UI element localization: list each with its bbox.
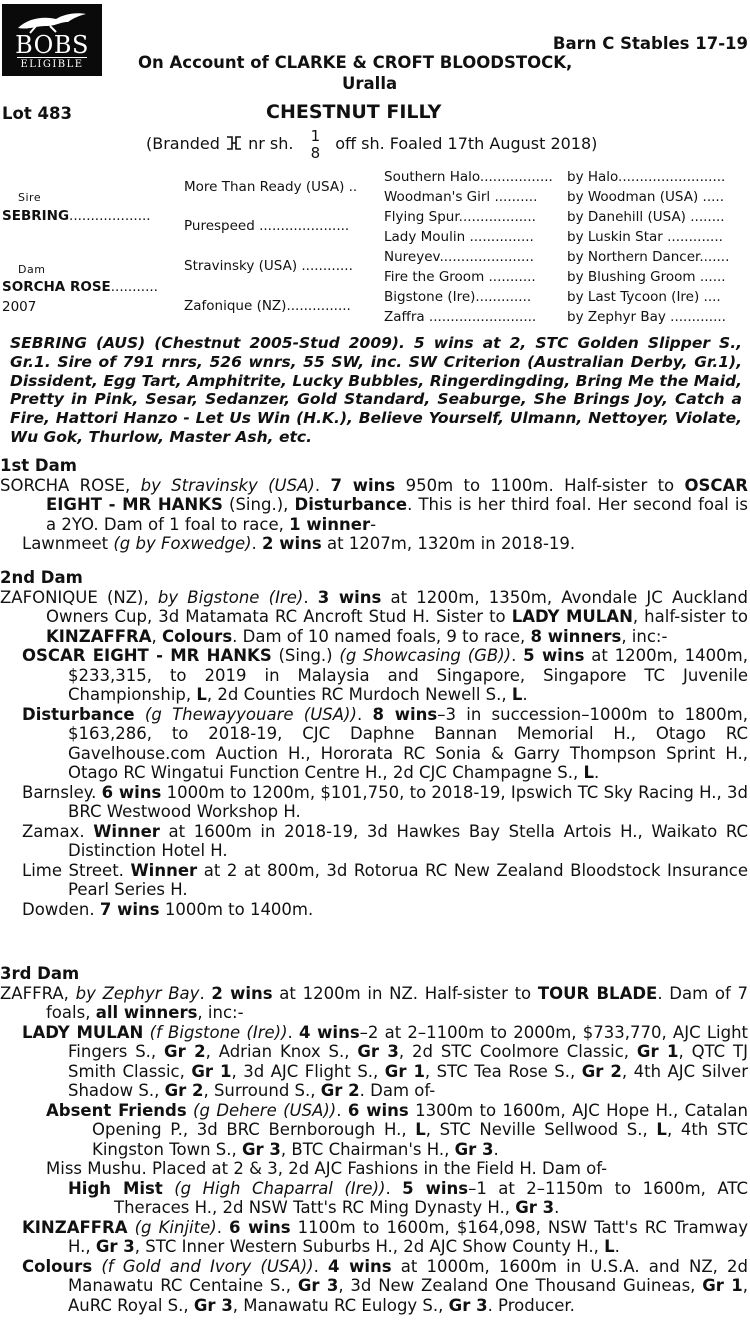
text-run: Gr 3	[448, 1295, 488, 1315]
text-run: Gr 2	[164, 1081, 204, 1100]
text-run: L	[511, 685, 523, 704]
gen3-0: Southern Halo.................	[384, 169, 553, 185]
text-run: ZAFFRA,	[0, 983, 76, 1003]
progeny-colours	[0, 1257, 748, 1316]
text-run: (Sing.),	[222, 495, 295, 514]
text-run: by Stravinsky (USA)	[140, 475, 315, 495]
gen3-2: Flying Spur..................	[384, 209, 536, 225]
text-run: , STC Neville Sellwood S.,	[425, 1120, 657, 1139]
gen3-1: Woodman's Girl ..........	[384, 189, 538, 205]
text-run: Gr 3	[454, 1139, 494, 1159]
second-dam-heading: 2nd Dam	[0, 568, 83, 587]
text-run: 6 wins	[229, 1217, 291, 1237]
text-run: Absent Friends	[46, 1100, 187, 1120]
dam-label	[18, 260, 45, 280]
gen3-sire-0: by Halo.........................	[567, 169, 726, 185]
gen3-sire-1: by Woodman (USA) .....	[567, 189, 724, 205]
text-run	[135, 705, 145, 724]
brand-mid: nr sh.	[248, 134, 294, 153]
text-run: Gr 1	[702, 1276, 743, 1295]
text-run: Gr 2	[164, 1042, 206, 1061]
text-run: Gr 3	[515, 1198, 555, 1217]
progeny-lime-street	[0, 861, 748, 900]
text-run: .	[493, 1139, 499, 1159]
logo-word: BOBS	[15, 31, 89, 59]
text-run: .	[303, 587, 318, 607]
text-run: 7 wins	[330, 475, 396, 495]
text-run: ZAFONIQUE (NZ),	[0, 587, 158, 607]
text-run: , 4th AJC Silver Shadow S.,	[68, 1061, 748, 1100]
progeny-disturbance	[0, 705, 748, 783]
text-run: L	[656, 1120, 667, 1139]
text-run: SORCHA ROSE,	[0, 475, 141, 495]
first-dam-section	[0, 456, 748, 554]
text-run: 950m to 1100m. Half-sister to	[395, 475, 685, 495]
gen2-1: Purespeed .....................	[184, 218, 350, 234]
text-run: Zamax.	[22, 821, 94, 841]
text-run: , 3d AJC Flight S.,	[231, 1061, 385, 1081]
second-dam-section	[0, 568, 748, 919]
text-run: at 1200m, 1400m, $233,315, to 2019 in Malaysia and Singapore, Singapore TC Juvenile Championship,	[68, 646, 748, 704]
brand-prefix: (Branded	[146, 134, 220, 153]
text-run: ,	[151, 626, 162, 646]
text-run: at 1200m in NZ. Half-sister to	[272, 983, 538, 1003]
barn-location: Barn C Stables 17-19	[552, 34, 748, 53]
text-run: –3 in succession–1000m to 1800m, $163,286, to 2018-19, CJC Daphne Bannan Memorial H., Otago RC Gavelhouse.com Auction H., Hororata RC Sonia & Garry Thompson Sprint H., Otago RC Wingatui Function Centre H., 2d CJC Champagne S.,	[68, 704, 748, 782]
gen3-sire-2: by Danehill (USA) ........	[567, 209, 725, 225]
bobs-eligible-logo	[2, 4, 102, 76]
text-run: 8 wins	[372, 704, 438, 724]
text-run: .	[511, 646, 524, 665]
text-run: .	[522, 685, 528, 704]
text-run: 4 wins	[298, 1022, 360, 1042]
sire-name: SEBRING	[2, 208, 70, 224]
first-dam-progeny	[0, 534, 748, 554]
text-run: (f Gold and Ivory (USA))	[101, 1256, 314, 1276]
text-run: .	[356, 704, 373, 724]
text-run: Gr 3	[297, 1276, 339, 1295]
text-run: .	[199, 983, 212, 1003]
text-run: 1000m to 1200m, $101,750, to 2018-19, Ipswich TC Sky Racing H., 3d BRC Westwood Workshop H.	[68, 782, 748, 821]
gen2-3: Zafonique (NZ)...............	[184, 298, 351, 314]
text-run: Winner	[93, 821, 160, 841]
text-run: .	[336, 1100, 348, 1120]
gen3-5: Fire the Groom ...........	[384, 269, 536, 285]
text-run: Gr 3	[241, 1139, 281, 1159]
sire-dots: ...................	[69, 208, 151, 224]
text-run: , Adrian Knox S.,	[205, 1042, 358, 1061]
text-run: at 1600m in 2018-19, 3d Hawkes Bay Stella Artois H., Waikato RC Distinction Hotel H.	[68, 821, 748, 860]
text-run: .	[313, 1256, 328, 1276]
text-run: (g High Chaparral (Ire))	[174, 1178, 386, 1198]
first-dam-heading: 1st Dam	[0, 456, 77, 475]
text-run: , half-sister to	[632, 607, 748, 626]
vendor-account: On Account of CLARKE & CROFT BLOODSTOCK,	[138, 53, 573, 72]
vendor-location: Uralla	[342, 74, 398, 93]
third-dam-section	[0, 964, 748, 1315]
text-run: Lime Street.	[22, 860, 131, 880]
text-run: L	[604, 1237, 615, 1256]
text-run: by Bigstone (Ire)	[157, 587, 304, 607]
text-run: at 1200m, 1350m, Avondale JC Auckland Owners Cup, 3d Matamata RC Ancroft Stud H. Sister to	[46, 587, 748, 626]
progeny-miss-mushu	[0, 1159, 748, 1179]
third-dam-entry	[0, 984, 748, 1023]
text-run: , Manawatu RC Eulogy S.,	[232, 1295, 449, 1315]
text-run: , STC Tea Rose S.,	[424, 1061, 582, 1081]
text-run: all winners	[95, 1003, 198, 1022]
text-run: Gr 1	[636, 1042, 679, 1061]
sire-name-line	[2, 207, 151, 227]
gen3-4: Nureyev......................	[384, 249, 534, 265]
fraction-numerator: 1	[310, 126, 321, 145]
text-run: at 1207m, 1320m in 2018-19.	[321, 534, 576, 553]
text-run: (g Showcasing (GB))	[339, 646, 512, 665]
text-run: , QTC TJ Smith Classic,	[68, 1042, 749, 1081]
text-run: LADY MULAN	[22, 1022, 144, 1042]
text-run: , BTC Chairman's H.,	[280, 1139, 455, 1159]
text-run: (g Kinjite)	[134, 1217, 217, 1237]
text-run: LADY MULAN	[511, 607, 633, 626]
text-run: Disturbance	[22, 704, 135, 724]
text-run: 2 wins	[211, 983, 273, 1003]
text-run: . This is her third foal. Her second foal is a 2YO. Dam of 1 foal to race,	[46, 495, 749, 534]
progeny-lady-mulan	[0, 1023, 748, 1101]
text-run: . Dam of 7 foals,	[46, 983, 748, 1022]
progeny-barnsley	[0, 783, 748, 822]
gen2-0: More Than Ready (USA) ..	[184, 179, 358, 195]
text-run: Gr 2	[320, 1081, 360, 1100]
text-run: Colours	[22, 1256, 93, 1276]
gen3-sire-6: by Last Tycoon (Ire) ....	[567, 289, 721, 305]
text-run: . Producer.	[487, 1295, 575, 1315]
text-run: .	[614, 1237, 620, 1256]
text-run	[128, 1218, 135, 1237]
text-run: , inc:-	[621, 626, 668, 646]
text-run: (f Bigstone (Ire))	[149, 1022, 288, 1042]
text-run: , 2d STC Coolmore Classic,	[398, 1042, 637, 1061]
text-run: 2 wins	[262, 534, 322, 553]
text-run: (g Thewayyouare (USA))	[144, 704, 357, 724]
progeny-zamax	[0, 822, 748, 861]
brand-suffix: off sh. Foaled 17th August 2018)	[335, 134, 598, 153]
brand-line	[146, 124, 597, 164]
text-run: 1 winner	[289, 514, 371, 534]
text-run: . Dam of-	[359, 1081, 436, 1100]
text-run: .	[314, 475, 331, 495]
text-run: Gr 3	[193, 1295, 233, 1315]
text-run: Gr 2	[581, 1061, 622, 1081]
text-run: , inc:-	[197, 1003, 244, 1022]
sire-label-text: Sire	[18, 191, 42, 204]
text-run: , 4th STC Kingston Town S.,	[92, 1120, 748, 1159]
text-run: Gr 1	[191, 1061, 232, 1081]
text-run: by Zephyr Bay	[75, 983, 200, 1003]
gen2-2: Stravinsky (USA) ............	[184, 258, 353, 274]
text-run: OSCAR EIGHT - MR HANKS	[46, 475, 748, 514]
text-run: Disturbance	[294, 495, 408, 514]
dam-year: 2007	[2, 299, 37, 315]
text-run	[92, 1257, 101, 1276]
horse-logo-icon	[16, 10, 88, 34]
logo-subword: ELIGIBLE	[17, 57, 86, 72]
text-run: (Sing.)	[271, 646, 340, 665]
text-run: , 2d Counties RC Murdoch Newell S.,	[206, 685, 512, 704]
lot-title: CHESTNUT FILLY	[266, 101, 442, 123]
text-run: High Mist	[68, 1178, 163, 1198]
text-run: 3 wins	[317, 587, 382, 607]
gen3-sire-5: by Blushing Groom ......	[567, 269, 726, 285]
text-run: . Dam of 10 named foals, 9 to race,	[232, 626, 531, 646]
text-run: at 2 at 800m, 3d Rotorua RC New Zealand Bloodstock Insurance Pearl Series H.	[68, 860, 749, 899]
text-run: L	[196, 685, 207, 704]
text-run: -	[370, 514, 377, 534]
text-run: TOUR BLADE	[537, 983, 658, 1003]
progeny-dowden	[0, 900, 748, 920]
text-run: .	[287, 1022, 299, 1042]
dam-name-line	[2, 278, 158, 298]
progeny-high-mist	[0, 1179, 748, 1218]
text-run: , 3d New Zealand One Thousand Guineas,	[338, 1276, 703, 1295]
text-run: 1100m to 1600m, $164,098, NSW Tatt's RC Tramway H.,	[68, 1217, 748, 1256]
text-run: Gr 3	[95, 1237, 135, 1256]
third-dam-heading: 3rd Dam	[0, 964, 80, 983]
text-run: .	[554, 1198, 560, 1217]
text-run: Lawnmeet	[22, 534, 114, 553]
text-run	[163, 1179, 174, 1198]
text-run: .	[216, 1217, 230, 1237]
text-run: Gr 1	[384, 1061, 425, 1081]
second-dam-entry	[0, 588, 748, 647]
text-run: Dowden.	[22, 899, 100, 919]
gen3-6: Bigstone (Ire).............	[384, 289, 532, 305]
dam-label-text: Dam	[18, 263, 46, 276]
text-run: 8 winners	[530, 626, 622, 646]
text-run: –2 at 2–1100m to 2000m, $733,770, AJC Light Fingers S.,	[68, 1022, 748, 1061]
text-run: at 1000m, 1600m in U.S.A. and NZ, 2d Manawatu RC Centaine S.,	[68, 1256, 748, 1295]
text-run: Colours	[162, 626, 233, 646]
first-dam-entry	[0, 476, 748, 535]
text-run: , Surround S.,	[203, 1081, 321, 1100]
progeny-absent-friends	[0, 1101, 748, 1160]
text-run: (g by Foxwedge)	[113, 534, 252, 553]
text-run: 6 wins	[101, 782, 162, 802]
text-run: .	[251, 534, 263, 553]
text-run: L	[583, 763, 594, 782]
text-run: 7 wins	[99, 899, 160, 919]
text-run: , AuRC Royal S.,	[68, 1276, 749, 1315]
text-run: 4 wins	[327, 1256, 392, 1276]
text-run: Gr 3	[357, 1042, 399, 1061]
brand-fraction	[311, 128, 321, 162]
text-run: 1300m to 1600m, AJC Hope H., Catalan Opening P., 3d BRC Bernborough H.,	[92, 1100, 748, 1139]
text-run: –1 at 2–1150m to 1600m, ATC Theraces H., 2d NSW Tatt's RC Ming Dynasty H.,	[114, 1178, 748, 1217]
gen3-7: Zaffra .........................	[384, 309, 537, 325]
text-run: 1000m to 1400m.	[159, 899, 314, 919]
text-run: , STC Inner Western Suburbs H., 2d AJC Show County H.,	[134, 1237, 605, 1256]
text-run: KINZAFFRA	[22, 1217, 128, 1237]
text-run: Winner	[130, 860, 198, 880]
text-run: KINZAFFRA	[46, 626, 152, 646]
gen3-sire-7: by Zephyr Bay .............	[567, 309, 726, 325]
text-run: Barnsley.	[22, 782, 102, 802]
fraction-denominator: 8	[310, 143, 321, 162]
text-run: 5 wins	[402, 1178, 469, 1198]
dam-name: SORCHA ROSE	[2, 279, 111, 295]
dam-dots: ...........	[110, 279, 158, 295]
text-run: 5 wins	[523, 646, 585, 665]
gen3-3: Lady Moulin ...............	[384, 229, 534, 245]
brand-mark-icon	[225, 136, 243, 150]
text-run: L	[415, 1120, 426, 1139]
sire-description: SEBRING (AUS) (Chestnut 2005-Stud 2009). 5 wins at 2, STC Golden Slipper S., Gr.1. Sire of 791 rnrs, 526 wnrs, 55 SW, inc. SW Criterion (Australian Derby, Gr.1), Dissident, Egg Tart, Amphitrite, Lucky Bubbles, Ringerdingding, Bring Me the Maid, Pretty in Pink, Sesar, Sedanzer, Gold Standard, Seaburge, She Brings Joy, Catch a Fire, Hattori Hanzo - Let Us Win (H.K.), Believe Yourself, Ulmann, Nettoyer, Violate, Wu Gok, Thurlow, Master Ash, etc.	[10, 334, 742, 446]
text-run: Miss Mushu. Placed at 2 & 3, 2d AJC Fashions in the Field H. Dam of-	[46, 1159, 608, 1178]
lot-number: Lot 483	[2, 104, 72, 123]
text-run: .	[594, 763, 600, 782]
text-run: (g Dehere (USA))	[193, 1100, 337, 1120]
text-run: .	[385, 1178, 403, 1198]
sire-label	[18, 188, 41, 208]
text-run: OSCAR EIGHT - MR HANKS	[22, 646, 272, 665]
progeny-kinzaffra	[0, 1218, 748, 1257]
gen3-sire-4: by Northern Dancer.......	[567, 249, 730, 265]
progeny-oscar-eight	[0, 646, 748, 705]
gen3-sire-3: by Luskin Star .............	[567, 229, 723, 245]
text-run: 6 wins	[347, 1100, 409, 1120]
